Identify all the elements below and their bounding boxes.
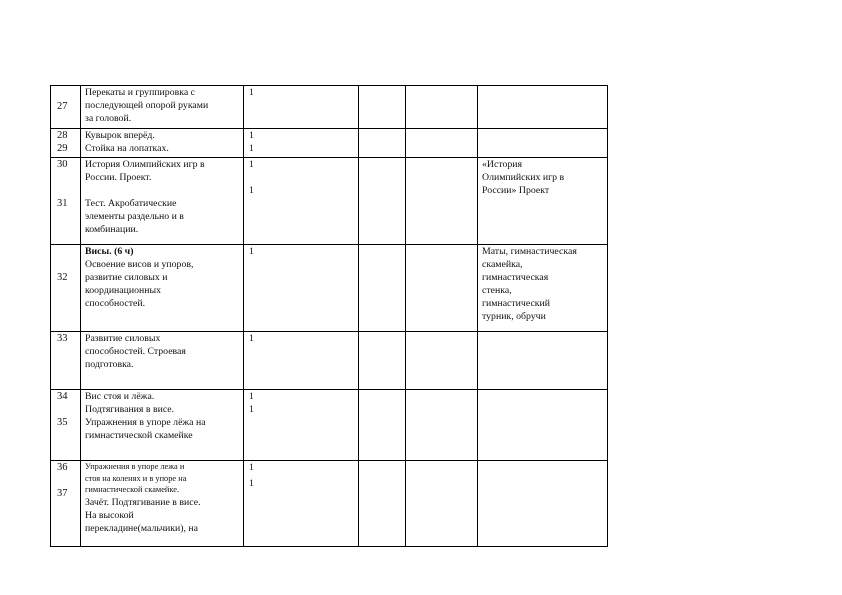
note-line: Олимпийских игр в	[482, 172, 565, 183]
topic-line: Упражнения в упоре лёжа на	[85, 417, 206, 428]
hours-value: 1	[249, 333, 254, 344]
lesson-topic-cell	[81, 332, 244, 390]
topic-line: развитие силовых и	[85, 272, 168, 283]
note-line: стенка,	[482, 285, 512, 296]
lesson-number: 34	[57, 391, 68, 402]
hours-value: 1	[249, 404, 254, 415]
empty-cell	[406, 332, 478, 390]
table-row	[51, 245, 608, 332]
lesson-topic-cell	[81, 245, 244, 332]
table-row	[51, 129, 608, 158]
topic-line: Зачёт. Подтягивание в висе.	[85, 496, 201, 508]
equipment-cell	[478, 332, 608, 390]
lesson-number-cell	[51, 245, 81, 332]
empty-cell	[359, 86, 406, 129]
hours-value: 1	[249, 87, 254, 98]
empty-cell	[406, 158, 478, 245]
hours-cell	[244, 332, 359, 390]
note-line: России» Проект	[482, 185, 550, 196]
topic-line: Тест. Акробатические	[85, 198, 177, 209]
topic-line: подготовка.	[85, 359, 134, 370]
hours-cell	[244, 390, 359, 461]
hours-value: 1	[249, 159, 254, 170]
note-line: скамейка,	[482, 259, 523, 270]
lesson-number-cell	[51, 158, 81, 245]
table-row	[51, 461, 608, 547]
topic-line: России. Проект.	[85, 172, 152, 183]
lesson-number-cell	[51, 461, 81, 547]
lesson-topic-cell	[81, 390, 244, 461]
empty-cell	[359, 461, 406, 547]
lesson-plan-table	[50, 85, 608, 547]
empty-cell	[406, 461, 478, 547]
topic-line: способностей. Строевая	[85, 346, 186, 357]
table-row	[51, 332, 608, 390]
note-line: гимнастический	[482, 298, 551, 309]
note-line: турник, обручи	[482, 311, 546, 322]
equipment-cell	[478, 245, 608, 332]
hours-cell	[244, 245, 359, 332]
topic-line: Освоение висов и упоров,	[85, 259, 194, 270]
note-line: гимнастическая	[482, 272, 549, 283]
table-row	[51, 86, 608, 129]
hours-value: 1	[249, 185, 254, 196]
topic-line: Стойка на лопатках.	[85, 143, 169, 154]
empty-cell	[406, 390, 478, 461]
topic-line: Вис стоя и лёжа.	[85, 391, 155, 402]
topic-line: гимнастической скамейке	[85, 430, 193, 441]
lesson-number: 32	[57, 272, 68, 283]
topic-line: координационных	[85, 285, 161, 296]
topic-line: перекладине(мальчики), на	[85, 522, 199, 534]
lesson-number-cell	[51, 129, 81, 158]
lesson-number: 36	[57, 462, 68, 473]
topic-line: последующей опорой руками	[85, 100, 209, 111]
topic-line: стоя на коленях и в упоре на	[85, 473, 187, 483]
lesson-topic-cell	[81, 129, 244, 158]
note-line: Маты, гимнастическая	[482, 246, 577, 257]
lesson-topic-cell	[81, 86, 244, 129]
empty-cell	[359, 245, 406, 332]
topic-line: способностей.	[85, 298, 146, 309]
lesson-number: 33	[57, 333, 68, 344]
topic-line: На высокой	[85, 509, 134, 521]
equipment-cell	[478, 158, 608, 245]
hours-cell	[244, 129, 359, 158]
topic-line: Развитие силовых	[85, 333, 161, 344]
hours-cell	[244, 158, 359, 245]
empty-cell	[406, 129, 478, 158]
lesson-number-cell	[51, 332, 81, 390]
hours-value: 1	[249, 143, 254, 154]
hours-value: 1	[249, 246, 254, 257]
equipment-cell	[478, 461, 608, 547]
hours-cell	[244, 86, 359, 129]
lesson-topic-cell	[81, 158, 244, 245]
lesson-number: 31	[57, 198, 68, 209]
topic-line: Кувырок вперёд.	[85, 130, 155, 141]
equipment-cell	[478, 86, 608, 129]
topic-line: за головой.	[85, 113, 132, 124]
empty-cell	[359, 332, 406, 390]
lesson-number: 30	[57, 159, 68, 170]
empty-cell	[406, 86, 478, 129]
lesson-number-cell	[51, 86, 81, 129]
hours-value: 1	[249, 462, 254, 473]
empty-cell	[359, 129, 406, 158]
hours-cell	[244, 461, 359, 547]
topic-line: элементы раздельно и в	[85, 211, 184, 222]
note-line: «История	[482, 159, 523, 170]
lesson-number: 28	[57, 130, 68, 141]
topic-line: Упражнения в упоре лежа и	[85, 462, 185, 471]
lesson-number-cell	[51, 390, 81, 461]
table-row	[51, 390, 608, 461]
equipment-cell	[478, 129, 608, 158]
lesson-number: 29	[57, 143, 68, 154]
topic-line: комбинации.	[85, 224, 139, 235]
equipment-cell	[478, 390, 608, 461]
empty-cell	[359, 390, 406, 461]
topic-line: гимнастической скамейке.	[85, 485, 180, 494]
hours-value: 1	[249, 391, 254, 402]
topic-line: Перекаты и группировка с	[85, 87, 195, 98]
topic-line: Подтягивания в висе.	[85, 404, 175, 415]
lesson-number: 35	[57, 417, 68, 428]
hours-value: 1	[249, 130, 254, 141]
lesson-topic-cell	[81, 461, 244, 547]
table-row	[51, 158, 608, 245]
empty-cell	[359, 158, 406, 245]
empty-cell	[406, 245, 478, 332]
section-heading: Висы. (6 ч)	[85, 246, 134, 257]
topic-line: История Олимпийских игр в	[85, 159, 205, 170]
hours-value: 1	[249, 478, 254, 489]
lesson-number: 37	[57, 488, 68, 499]
lesson-number: 27	[57, 101, 68, 112]
